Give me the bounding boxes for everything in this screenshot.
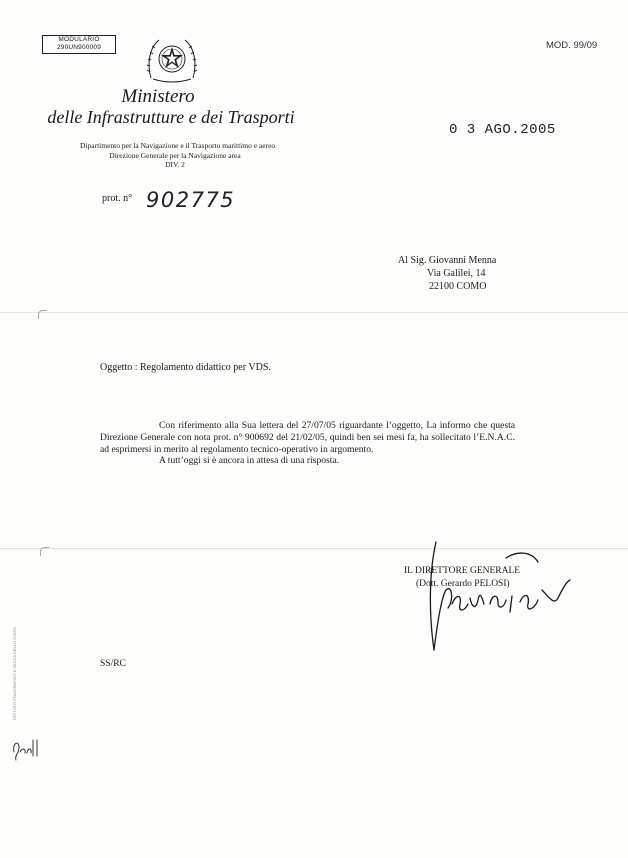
letter-body: [100, 420, 515, 467]
addressee-block: [398, 254, 496, 293]
addressee-street: Via Galilei, 14: [427, 268, 486, 279]
department-line: Dipartimento per la Navigazione e il Trasporto marittimo e aereo: [80, 141, 276, 150]
subject-line: Oggetto : Regolamento didattico per VDS.: [100, 362, 271, 373]
signatory-name: (Dott. Gerardo PELOSI): [416, 579, 510, 589]
modulario-box: [42, 35, 116, 54]
body-paragraph: A tutt’oggi si è ancora in attesa di una risposta.: [159, 455, 340, 467]
margin-handwriting: [10, 734, 42, 762]
ministry-title: Ministero: [121, 86, 195, 107]
italian-republic-emblem-icon: [145, 32, 199, 86]
modulario-code: 290UN900009: [56, 43, 102, 51]
protocol-label: prot. n°: [102, 193, 133, 204]
addressee-name: Al Sig. Giovanni Menna: [398, 255, 497, 266]
signature-block: [404, 565, 520, 591]
division-line: DIV. 2: [165, 160, 185, 169]
paper-fold-line: [0, 312, 628, 313]
modulario-label: MODULARIO: [58, 36, 100, 43]
directorate-line: Direzione Generale per la Navigazione area: [109, 150, 241, 160]
punch-mark: [38, 310, 47, 319]
addressee-city: 22100 COMO: [429, 281, 487, 292]
form-code: MOD. 99/09: [546, 40, 598, 51]
handwritten-signature: [408, 538, 580, 658]
date-stamp: 0 3 AGO.2005: [449, 122, 556, 138]
protocol-number: 902775: [146, 188, 236, 212]
reference-initials: SS/RC: [100, 659, 126, 669]
signatory-title: IL DIRETTORE GENERALE: [404, 566, 521, 576]
ministry-subtitle: delle Infrastrutture e dei Trasporti: [47, 107, 295, 127]
printer-imprint: ISTITUTO POLIGRAFICO E ZECCA DELLO STATO: [12, 627, 17, 720]
department-block: [80, 141, 276, 170]
body-paragraph: Con riferimento alla Sua lettera del 27/07/05 riguardante l’oggetto, La informo che questa Direzione Generale con nota prot. n° 900692 del 21/02/05, quindi ben sei mesi fa, ha sollecitato l’E.N.A.C. ad esprimersi in merito al regolamento tecnico-operativo in argomento.: [100, 420, 515, 455]
punch-mark: [40, 547, 49, 556]
